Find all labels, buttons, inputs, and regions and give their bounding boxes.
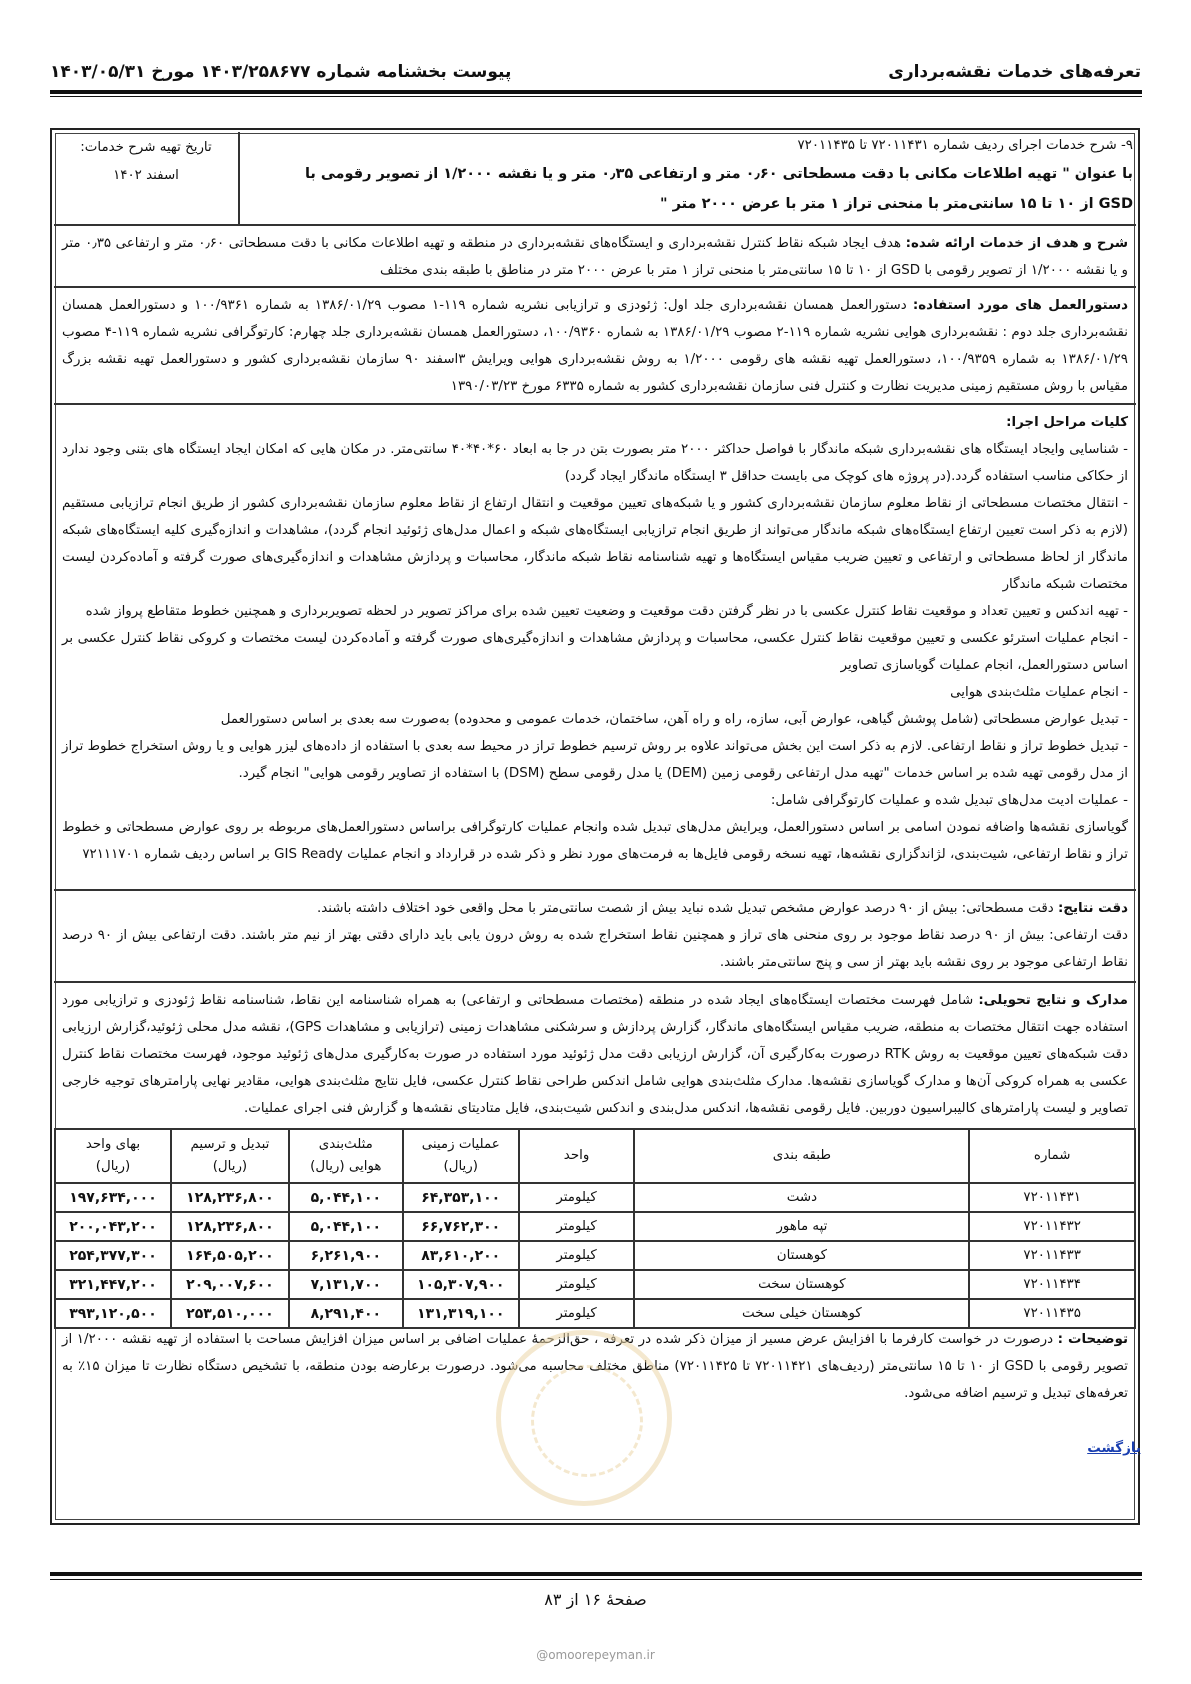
cell-unit: کیلومتر <box>519 1241 635 1270</box>
date-cell <box>54 132 240 224</box>
th-ground-label: عملیات زمینی <box>421 1137 500 1152</box>
step-item: - عملیات ادیت مدل‌های تبدیل شده و عملیات کارتوگرافی شامل: <box>770 793 1128 808</box>
cell-price: ۳۲۱,۴۴۷,۲۰۰ <box>55 1270 171 1299</box>
accuracy-section <box>54 891 1136 983</box>
footer-rule-thin <box>50 1579 1142 1580</box>
table-row <box>55 1183 1135 1212</box>
cell-unit: کیلومتر <box>519 1183 635 1212</box>
cell-price: ۲۵۴,۳۷۷,۳۰۰ <box>55 1241 171 1270</box>
cell-number: ۷۲۰۱۱۴۳۵ <box>969 1299 1135 1328</box>
cell-aerial: ۵,۰۴۴,۱۰۰ <box>289 1212 403 1241</box>
step-item: - انجام عملیات مثلث‌بندی هوایی <box>950 685 1128 700</box>
service-line: ۹- شرح خدمات اجرای ردیف شماره ۷۲۰۱۱۴۳۱ تا ۷۲۰۱۱۴۳۵ <box>797 138 1133 153</box>
step-item: - تهیه اندکس و تعیین تعداد و موقعیت نقاط کنترل عکسی با در نظر گرفتن دقت موقعیت و وضعیت تعیین شده برای مراکز تصویر در لحظه تصویربرداری و همچنین خطوط متقاطع پرواز شده <box>85 604 1128 619</box>
table-header-row <box>55 1129 1135 1183</box>
cell-class: کوهستان سخت <box>634 1270 969 1299</box>
table-row <box>55 1241 1135 1270</box>
step-item: - شناسایی وایجاد ایستگاه های نقشه‌برداری شبکه ماندگار با فواصل حداکثر ۲۰۰۰ متر بصورت بتن در جا به ابعاد ۶۰*۴۰*۴۰ سانتی‌متر. در مکان هایی که امکان ایجاد ایستگاه های بتنی وجود ندارد از حکاکی مناسب استفاده گردد.(در پروژه های کوچک می بایست حداقل ۳ ایستگاه ماندگار ایجاد گردد) <box>62 442 1129 484</box>
footer-rule-thick <box>50 1572 1142 1576</box>
th-ground-unit: (ریال) <box>443 1159 478 1174</box>
th-aerial <box>289 1129 403 1183</box>
cell-ground: ۶۶,۷۶۲,۳۰۰ <box>403 1212 519 1241</box>
header-doc-title: تعرفه‌های خدمات نقشه‌برداری <box>888 62 1141 82</box>
deliverables-text: شامل فهرست مختصات ایستگاه‌های ایجاد شده در منطقه (مختصات مسطحاتی و ارتفاعی) به همراه شناسنامه این نقاط، شناسنامه نقاط ژئودزی و ترازیابی مورد استفاده جهت انتقال مختصات به منطقه، ضریب مقیاس ایستگاه‌های ماندگار، گزارش پردازش و سرشکنی مشاهدات زمینی (ترازیابی و مشاهدات GPS)، نقشه مدل محلی ژئوئید،گزارش ارزیابی دقت شبکه‌های تعیین موقعیت به روش RTK درصورت به‌کارگیری آن، گزارش ارزیابی دقت مدل ژئوئید مورد استفاده در صورت به‌کارگیری مدل‌های ژئوئید موجود، فهرست مختصات نقاط کنترل عکسی به همراه کروکی آن‌ها و مدارک گویاسازی نقشه‌ها. مدارک مثلث‌بندی هوایی شامل اندکس طراحی نقاط کنترل عکسی، فایل نتایج مثلث‌بندی هوایی، مقادیر نهایی پارامترهای توجیه خارجی تصاویر و لیست پارامترهای کالیبراسیون دوربین. فایل رقومی نقشه‌ها، اندکس مدل‌بندی و اندکس شیت‌بندی، فایل متادیتای نقشه‌ها و گزارش فنی اجرای عملیات. <box>62 993 1129 1116</box>
cell-class: کوهستان خیلی سخت <box>634 1299 969 1328</box>
th-ground <box>403 1129 519 1183</box>
th-price-label: بهای واحد <box>85 1137 141 1152</box>
header-rule-thin <box>50 96 1142 97</box>
cell-ground: ۶۴,۳۵۳,۱۰۰ <box>403 1183 519 1212</box>
cell-compile: ۲۰۹,۰۰۷,۶۰۰ <box>171 1270 289 1299</box>
step-item: - تبدیل عوارض مسطحاتی (شامل پوشش گیاهی، عوارض آبی، سازه، راه و راه آهن، ساختمان، خدمات عمومی و محدوده) به‌صورت سه بعدی بر اساس دستورالعمل <box>220 712 1128 727</box>
standards-text: دستورالعمل همسان نقشه‌برداری جلد اول: ژئودزی و ترازیابی نشریه شماره ۱۱۹-۱ مصوب ۱۳۸۶/۰۱/۲۹ به شماره ۱۰۰/۹۳۶۱ و دستورالعمل همسان نقشه‌برداری جلد دوم : نقشه‌برداری هوایی نشریه شماره ۱۱۹-۲ مصوب ۱۳۸۶/۰۱/۲۹ به شماره ۱۰۰/۹۳۶۰، دستورالعمل همسان نقشه‌برداری جلد چهارم: کارتوگرافی نشریه شماره ۱۱۹-۴ مصوب ۱۳۸۶/۰۱/۲۹ به شماره ۱۰۰/۹۳۵۹، دستورالعمل تهیه نقشه های رقومی ۱/۲۰۰۰ به روش نقشه‌برداری هوایی ویرایش ۳اسفند ۹۰ سازمان نقشه‌برداری کشور و دستورالعمل تهیه نقشه بزرگ مقیاس با روش مستقیم زمینی مدیریت نظارت و کنترل فنی سازمان نقشه‌برداری کشور به شماره ۶۳۳۵ مورخ ۱۳۹۰/۰۳/۲۳ <box>62 298 1128 394</box>
steps-section <box>54 405 1136 891</box>
step-item: - تبدیل خطوط تراز و نقاط ارتفاعی. لازم به ذکر است این بخش می‌تواند علاوه بر روش ترسیم خطوط تراز در محیط سه بعدی با استفاده از داده‌های لیزر هوایی و یا روش استخراج خطوط تراز از مدل رقومی تهیه شده بر اساس خدمات "تهیه مدل ارتفاعی رقومی زمین (DEM) یا مدل رقومی سطح (DSM) با استفاده از تصاویر رقومی هوایی" انجام گیرد. <box>62 739 1128 781</box>
th-class: طبقه بندی <box>634 1129 969 1183</box>
step-item: گویاسازی نقشه‌ها واضافه نمودن اسامی بر اساس دستورالعمل، ویرایش مدل‌های تبدیل شده وانجام عملیات کارتوگرافی براساس دستورالعمل‌های مربوطه بر روی عوارض مسطحاتی و خطوط تراز و نقاط ارتفاعی، شیت‌بندی، لژاندگزاری نقشه‌ها، تهیه نسخه رقومی فایل‌ها به فرمت‌های مورد نظر و ذکر شده در قرارداد و انجام عملیات GIS Ready بر اساس ردیف شماره ۷۲۱۱۱۷۰۱ <box>62 820 1128 862</box>
cell-aerial: ۶,۲۶۱,۹۰۰ <box>289 1241 403 1270</box>
header-attachment-ref: پیوست بخشنامه شماره ۱۴۰۳/۲۵۸۶۷۷ مورخ ۱۴۰۳/۰۵/۳۱ <box>50 62 512 82</box>
deliverables-section <box>54 983 1136 1128</box>
cell-aerial: ۷,۱۳۱,۷۰۰ <box>289 1270 403 1299</box>
purpose-label: شرح و هدف از خدمات ارائه شده: <box>905 236 1129 251</box>
th-compile-label: تبدیل و ترسیم <box>190 1137 270 1152</box>
th-number: شماره <box>969 1129 1135 1183</box>
cell-compile: ۱۶۴,۵۰۵,۲۰۰ <box>171 1241 289 1270</box>
cell-number: ۷۲۰۱۱۴۳۱ <box>969 1183 1135 1212</box>
back-link[interactable]: بازگشت <box>1087 1440 1141 1456</box>
cell-unit: کیلومتر <box>519 1270 635 1299</box>
service-title-cell <box>293 132 1133 222</box>
th-compile-unit: (ریال) <box>212 1159 248 1174</box>
fee-table <box>54 1128 1136 1329</box>
cell-number: ۷۲۰۱۱۴۳۳ <box>969 1241 1135 1270</box>
steps-label: کلیات مراحل اجرا: <box>1006 415 1128 430</box>
notes-label: توضیحات : <box>1057 1332 1128 1347</box>
cell-compile: ۱۲۸,۲۳۶,۸۰۰ <box>171 1212 289 1241</box>
cell-number: ۷۲۰۱۱۴۳۲ <box>969 1212 1135 1241</box>
cell-ground: ۱۳۱,۳۱۹,۱۰۰ <box>403 1299 519 1328</box>
cell-class: کوهستان <box>634 1241 969 1270</box>
purpose-section <box>54 226 1136 288</box>
cell-ground: ۱۰۵,۳۰۷,۹۰۰ <box>403 1270 519 1299</box>
cell-unit: کیلومتر <box>519 1212 635 1241</box>
step-item: - انجام عملیات استرئو عکسی و تعیین موقعیت نقاط کنترل عکسی، محاسبات و پردازش مشاهدات و اندازه‌گیری‌های صورت گرفته و آماده‌کردن لیست مختصات و کروکی نقاط کنترل عکسی بر اساس دستورالعمل، انجام عملیات گویاسازی تصاویر <box>62 631 1128 673</box>
notes-text: درصورت در خواست کارفرما با افزایش عرض مسیر از میزان ذکر شده در تعرفه ، حق‌الزحمهٔ عملیات اضافی بر اساس میزان افزایش مساحت با استفاده از تهیه نقشه ۱/۲۰۰۰ از تصویر رقومی با GSD از ۱۰ تا ۱۵ سانتی‌متر (ردیف‌های ۷۲۰۱۱۴۲۱ تا ۷۲۰۱۱۴۲۵) مناطق مختلف محاسبه می‌شود. درصورت برعارضه بودن منطقه، با تشخیص دستگاه نظارت تا میزان ۱۵٪ به تعرفه‌های تبدیل و ترسیم اضافه می‌شود. <box>62 1332 1128 1401</box>
accuracy-label: دقت نتایج: <box>1057 901 1128 916</box>
cell-price: ۱۹۷,۶۳۴,۰۰۰ <box>55 1183 171 1212</box>
th-unit: واحد <box>519 1129 635 1183</box>
deliverables-label: مدارک و نتایج تحویلی: <box>978 993 1128 1008</box>
accuracy-planimetric: دقت مسطحاتی: بیش از ۹۰ درصد عوارض مشخص تبدیل شده نباید بیش از شصت سانتی‌متر با محل واقعی خود اختلاف داشته باشند. <box>316 901 1058 916</box>
accuracy-height: دقت ارتفاعی: بیش از ۹۰ درصد نقاط موجود بر روی منحنی های تراز و همچنین نقاط استخراج شده به روش درون یابی باید دارای دقتی بهتر از نیم متر باشند. دقت ارتفاعی بیش از ۹۰ درصد نقاط ارتفاعی موجود بر روی نقشه باید بهتر از سی و پنج سانتی‌متر باشند. <box>62 928 1128 970</box>
th-compile <box>171 1129 289 1183</box>
cell-compile: ۱۲۸,۲۳۶,۸۰۰ <box>171 1183 289 1212</box>
service-title: با عنوان " تهیه اطلاعات مکانی با دقت مسطحاتی ۰٫۶۰ متر و ارتفاعی ۰٫۳۵ متر و یا نقشه ۱/۲۰۰۰ از تصویر رقومی با GSD از ۱۰ تا ۱۵ سانتی‌متر با منحنی تراز ۱ متر با عرض ۲۰۰۰ متر " <box>304 166 1133 212</box>
th-aerial-label: مثلث‌بندی <box>318 1137 373 1152</box>
cell-aerial: ۸,۲۹۱,۴۰۰ <box>289 1299 403 1328</box>
watermark-seal <box>496 1330 672 1506</box>
cell-ground: ۸۳,۶۱۰,۲۰۰ <box>403 1241 519 1270</box>
table-row <box>55 1212 1135 1241</box>
cell-unit: کیلومتر <box>519 1299 635 1328</box>
cell-class: تپه ماهور <box>634 1212 969 1241</box>
standards-label: دستورالعمل های مورد استفاده: <box>912 298 1129 313</box>
site-watermark: @omoorepeyman.ir <box>536 1648 655 1662</box>
standards-section <box>54 288 1136 405</box>
cell-number: ۷۲۰۱۱۴۳۴ <box>969 1270 1135 1299</box>
date-label: تاریخ تهیه شرح خدمات: <box>80 140 212 155</box>
cell-price: ۳۹۳,۱۲۰,۵۰۰ <box>55 1299 171 1328</box>
cell-class: دشت <box>634 1183 969 1212</box>
cell-compile: ۲۵۳,۵۱۰,۰۰۰ <box>171 1299 289 1328</box>
th-price-unit: (ریال) <box>95 1159 131 1174</box>
th-price <box>55 1129 171 1183</box>
header-rule-thick <box>50 90 1142 94</box>
purpose-text: هدف ایجاد شبکه نقاط کنترل نقشه‌برداری و ایستگاه‌های نقشه‌برداری در منطقه و تهیه اطلاعات مکانی با دقت مسطحاتی ۰٫۶۰ متر و ارتفاعی ۰٫۳۵ متر و یا نقشه ۱/۲۰۰۰ از تصویر رقومی با GSD از ۱۰ تا ۱۵ سانتی‌متر با منحنی تراز ۱ متر با عرض ۲۰۰۰ متر در مناطق با طبقه بندی مختلف <box>62 236 1128 278</box>
step-item: - انتقال مختصات مسطحاتی از نقاط معلوم سازمان نقشه‌برداری کشور و یا شبکه‌های تعیین موقعیت و انتقال ارتفاع از نقاط معلوم سازمان نقشه‌برداری کشور از طریق انجام ترازیابی مستقیم (لازم به ذکر است تعیین ارتفاع ایستگاه‌های شبکه ماندگار می‌تواند از طریق انجام ترازیابی ایستگاه‌های شبکه و اعمال مدل‌های ژئوئید انجام گردد)، مشاهدات و اندازه‌گیری کلیه ایستگاه‌های شبکه ماندگار از لحاظ مسطحاتی و ارتفاعی و تعیین ضریب مقیاس ایستگاه‌ها و تهیه شناسنامه نقاط شبکه ماندگار، محاسبات و پردازش مشاهدات و اندازه‌گیری‌های صورت گرفته و آماده‌کردن لیست مختصات شبکه ماندگار <box>62 496 1128 592</box>
th-aerial-unit: هوایی (ریال) <box>310 1159 382 1174</box>
cell-aerial: ۵,۰۴۴,۱۰۰ <box>289 1183 403 1212</box>
table-row <box>55 1270 1135 1299</box>
cell-price: ۲۰۰,۰۴۳,۲۰۰ <box>55 1212 171 1241</box>
date-value: اسفند ۱۴۰۲ <box>113 168 179 183</box>
page-number: صفحهٔ ۱۶ از ۸۳ <box>544 1590 647 1609</box>
